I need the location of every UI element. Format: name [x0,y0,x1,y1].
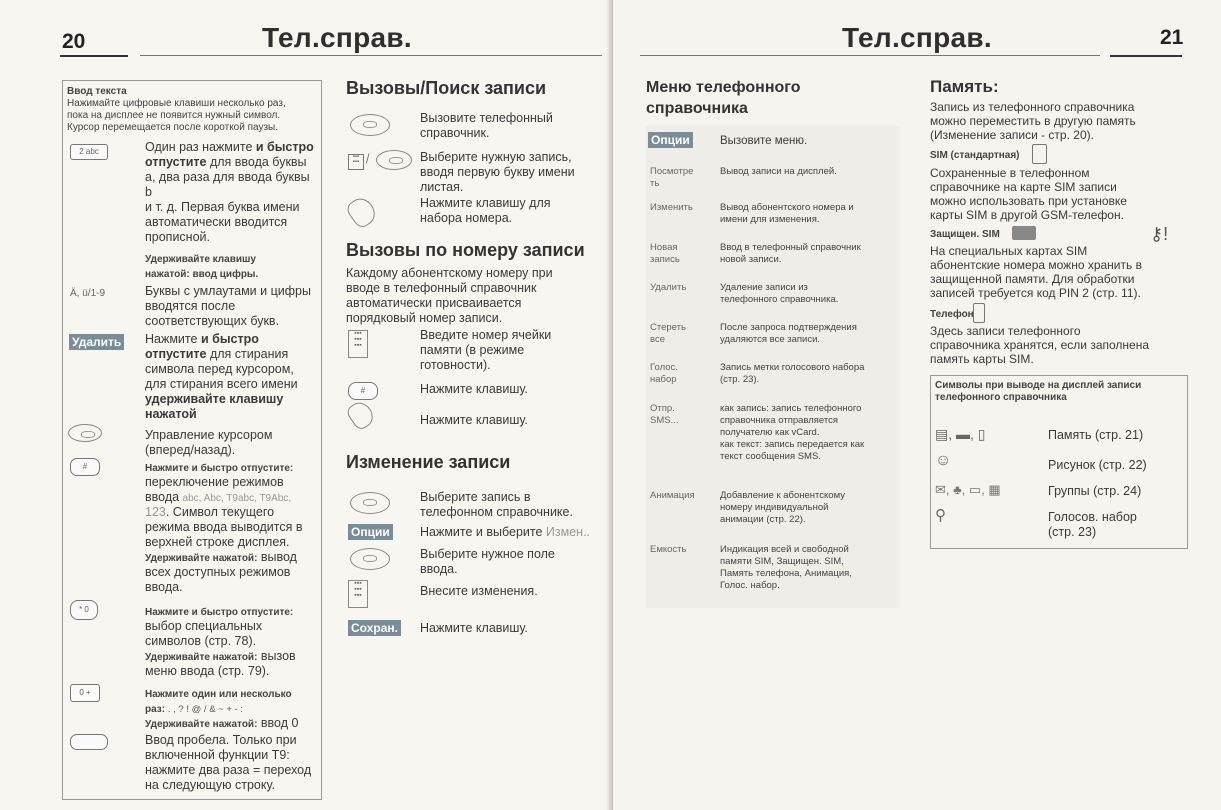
voice-dial-icon: ⚲ [935,507,946,524]
text: После запроса подтверждения [720,322,857,333]
text: имени для изменения. [720,214,820,225]
text: Голос. набор. [720,580,780,591]
text: Измен.. [545,525,591,539]
text: новой записи. [720,254,782,265]
memory-intro [930,100,1136,142]
text: Вывод абонентского номера и [720,202,854,213]
text: (Изменение записи - стр. 20). [930,128,1094,142]
text: вводе в телефонный справочник [346,281,537,295]
text: вызов [257,649,296,663]
menu-row-label [650,544,710,556]
sim-text [930,166,1127,222]
text: вывод [257,550,297,564]
text: режима ввода выводится в [145,520,303,534]
text: ввод 0 [257,716,299,730]
text: Емкость [650,544,687,555]
save-softkey: Сохран. [348,620,401,636]
menu-row-label [650,166,710,190]
edit-step-3 [420,547,555,577]
menu-row-text [720,242,900,266]
text: автоматически вводится [145,215,288,229]
text-bold: отпустите [145,347,207,361]
text: вводя первую букву имени [420,165,575,179]
text: . , ? ! @ / & ~ + - : [167,704,243,715]
calls-search-step-3 [420,196,551,226]
symbol-voice-text [1048,510,1137,540]
symbol-memory-text: Память (стр. 21) [1048,428,1144,442]
options-text: Вызовите меню. [720,135,808,147]
menu-row-text [720,490,900,526]
key-pin-icon: ⚷! [1150,224,1169,244]
text: Сохраненные в телефонном [930,166,1090,180]
keypad-hand-icon: ▪▪▪ ▪▪▪ ▪▪▪ [348,580,368,608]
text: На специальных картах SIM [930,244,1088,258]
paragraph-modes [145,460,317,595]
text: как запись: запись телефонного [720,403,862,414]
text: меню ввода (стр. 79). [145,664,270,678]
menu-row-text [720,322,900,346]
text: ввода [145,490,183,504]
text: соответствующих букв. [145,314,280,328]
page-number: 21 [1160,26,1184,49]
text: Нажмите и выберите [420,525,546,539]
text-bold: Нажмите и быстро отпустите: [145,463,294,474]
text: Отпр. [650,403,675,414]
text: ввода. [420,562,458,576]
text: Выберите нужное поле [420,547,555,561]
text: Меню телефонного [646,79,801,96]
section-heading-menu [646,77,800,119]
text-bold: Нажмите и быстро отпустите: [145,607,294,618]
calls-number-step-2: Нажмите клавишу. [420,382,528,396]
text: порядковый номер записи. [346,311,503,325]
text: готовности). [420,358,491,372]
text: Добавление к абонентскому [720,490,845,501]
text: нажмите два раза = переход [145,763,312,777]
text-bold: Удерживайте нажатой: [145,553,258,564]
text: Удерживайте клавишу [145,254,256,265]
protected-sim-text [930,244,1142,300]
text: нажатой: ввод цифры. [145,269,259,280]
nav-key-icon [68,424,102,442]
text: Вызовите телефонный [420,111,553,125]
text: справочника хранятся, если заполнена [930,338,1149,352]
section-heading-calls-number: Вызовы по номеру записи [346,240,585,260]
box-heading: Ввод текста [67,86,127,97]
text: Посмотре [650,166,694,177]
text: . Символ текущего [165,505,275,519]
text: верхней строке дисплея. [145,535,290,549]
calls-search-step-2 [420,150,575,195]
menu-row-label [650,202,710,214]
text: автоматически присваивается [346,296,522,310]
text: (стр. 23) [1048,525,1097,539]
text: Здесь записи телефонного [930,324,1081,338]
text: запись [650,254,680,265]
header-rule-short [1110,55,1182,57]
text: символов (стр. 78). [145,634,257,648]
text: Изменить [650,202,693,213]
text: Новая [650,242,678,253]
paragraph-punct [145,686,317,731]
text: памяти (в режиме [420,343,525,357]
text: Выберите нужную запись, [420,150,572,164]
phone-label: Телефон [930,309,974,320]
edit-step-1 [420,490,573,520]
text: Голос. [650,362,678,373]
zero-key-icon: 0 + [70,684,100,702]
calls-search-step-1 [420,111,553,141]
box-intro-3: Курсор перемещается после короткой паузы. [67,122,279,133]
symbols-heading [935,380,1141,404]
text-bold: нажатой [145,407,197,421]
menu-row-text [720,282,900,306]
text: (стр. 23). [720,374,760,385]
phone-text [930,324,1149,366]
text: набор [650,374,677,385]
paragraph-hold-digit [145,252,258,282]
text: справочника отправляется [720,415,839,426]
edit-step-2 [420,525,590,540]
paragraph-umlauts [145,284,317,329]
nav-key-icon [350,114,390,136]
paragraph-delete [145,332,317,422]
text: всех доступных режимов [145,565,291,579]
text: и т. д. Первая буква имени [145,200,300,214]
text: для стирания всего имени [145,377,298,391]
text: Выберите запись в [420,490,531,504]
text: справочника [646,100,748,117]
text: справочник. [420,126,490,140]
sim-card-icon [1032,144,1047,164]
text: защищенной памяти. Для обработки [930,272,1135,286]
menu-row-text [720,202,900,226]
text: карты SIM в другой GSM-телефон. [930,208,1124,222]
text: вводятся после [145,299,236,313]
menu-row-text [720,166,900,178]
text: 123 [145,505,166,519]
group-icons: ✉, ♣, ▭, ▦ [935,482,1001,497]
menu-row-text [720,403,900,463]
text: Вывод записи на дисплей. [720,166,837,177]
menu-row-label [650,490,710,502]
text: Голосов. набор [1048,510,1137,524]
sim-label: SIM (стандартная) [930,150,1020,161]
text: справочнике на карте SIM записи [930,180,1117,194]
text-bold: удерживайте клавишу [145,392,284,406]
keypad-icon: ▪▪▪ ▪▪▪ [348,154,364,170]
text: Запись метки голосового набора [720,362,865,373]
text: Управление курсором [145,428,273,442]
header-rule-short [60,55,128,57]
section-heading-calls-search: Вызовы/Поиск записи [346,78,547,98]
menu-row-label [650,242,710,266]
section-heading-memory: Память: [930,77,999,96]
menu-row-label [650,282,710,294]
text: записей требуется код PIN 2 (стр. 11). [930,286,1141,300]
header-rule [140,55,602,56]
text: абонентские номера можно хранить в [930,258,1142,272]
text: для ввода буквы [206,155,307,169]
slash: / [366,152,370,166]
paragraph-space [145,733,317,793]
text: телефонного справочника [935,392,1067,403]
text: Стереть [650,322,686,333]
text: памяти SIM, Защищен. SIM, [720,556,844,567]
text: Индикация всей и свободной [720,544,849,555]
text: удаляются все записи. [720,334,821,345]
text: можно переместить в другую память [930,114,1136,128]
memory-icons: ▤, ▬, ▯ [935,426,986,442]
protected-sim-label: Защищен. SIM [930,229,1000,240]
calls-number-intro [346,266,553,326]
text: Удаление записи из [720,282,808,293]
text: Один раз нажмите [145,140,256,154]
text: текст сообщения SMS. [720,451,821,462]
call-key-icon [344,194,380,231]
umlaut-key-label: Ä, ü/1-9 [70,288,106,299]
page-title: Тел.справ. [262,22,412,53]
text: SMS... [650,415,679,426]
text: Ввод пробела. Только при [145,733,297,747]
text-bold: раз: [145,704,168,715]
text: память карты SIM. [930,352,1034,366]
page-title: Тел.справ. [842,22,992,53]
paragraph-cursor [145,428,317,458]
text: Запись из телефонного справочника [930,100,1135,114]
protected-sim-icon [1012,226,1036,240]
text: Символы при выводе на дисплей записи [935,380,1142,391]
menu-row-label [650,362,710,386]
space-key-icon [70,734,108,750]
phone-memory-icon [973,303,985,323]
section-heading-edit: Изменение записи [346,452,511,472]
menu-row-label [650,322,710,346]
edit-step-5: Нажмите клавишу. [420,621,528,635]
smiley-icon: ☺ [935,452,952,469]
delete-softkey: Удалить [69,334,124,350]
text: Каждому абонентскому номеру при [346,266,553,280]
text: для стирания [206,347,289,361]
text: ть [650,178,660,189]
page-number: 20 [62,30,86,53]
text-bold: отпустите [145,155,207,169]
nav-key-icon [350,548,390,570]
paragraph-special [145,604,317,679]
text: на следующую строку. [145,778,275,792]
text: набора номера. [420,211,513,225]
text-bold: Удерживайте нажатой: [145,652,258,663]
hash-key-icon: # [348,382,378,400]
nav-key-icon [376,150,412,170]
text: листая. [420,180,464,194]
text: Анимация [650,490,695,501]
text: номеру индивидуальной [720,502,829,513]
box-intro-1: Нажимайте цифровые клавиши несколько раз, [67,98,286,109]
key-2abc-icon: 2 abc [70,144,108,160]
text: (вперед/назад). [145,443,236,457]
nav-key-icon [350,492,390,514]
text: телефонном справочнике. [420,505,573,519]
text-bold: Удерживайте нажатой: [145,719,258,730]
text: Нажмите [145,332,201,346]
text: получателю как vCard. [720,427,820,438]
text: анимации (стр. 22). [720,514,806,525]
star-key-icon: * 0 [70,600,98,620]
keypad-hand-icon: ▪▪▪ ▪▪▪ ▪▪▪ [348,330,368,358]
text: Введите номер ячейки [420,328,552,342]
text-modes: abc, Abc, T9abc, T9Abc, [182,493,292,504]
text: ввода. [145,580,183,594]
text-bold: и быстро [200,332,259,346]
calls-number-step-3: Нажмите клавишу. [420,413,528,427]
call-key-icon [345,398,378,432]
text: Буквы с умлаутами и цифры [145,284,311,298]
text: прописной. [145,230,210,244]
text: можно использовать при установке [930,194,1127,208]
text: как текст: запись передается как [720,439,865,450]
box-intro-2: пока на дисплее не появится нужный символ. [67,110,281,121]
text: Ввод в телефонный справочник [720,242,861,253]
text: включенной функции T9: [145,748,290,762]
menu-row-label [650,403,710,427]
menu-row-text [720,362,900,386]
text: Удалить [650,282,687,293]
symbol-picture-text: Рисунок (стр. 22) [1048,458,1147,472]
paragraph-single-press [145,140,317,245]
text: переключение режимов [145,475,284,489]
header-rule [640,55,1100,56]
text-bold: Нажмите один или несколько [145,689,292,700]
text: телефонного справочника. [720,294,839,305]
symbol-groups-text: Группы (стр. 24) [1048,484,1142,498]
edit-step-4: Внесите изменения. [420,584,538,598]
text: все [650,334,665,345]
text: b [145,185,152,199]
calls-number-step-1 [420,328,551,373]
text: Память телефона, Анимация, [720,568,852,579]
menu-row-text [720,544,900,592]
text: выбор специальных [145,619,263,633]
hash-key-icon: # [70,458,100,476]
text: а, два раза для ввода буквы [145,170,310,184]
text-bold: и быстро [255,140,314,154]
options-softkey: Опции [648,132,693,148]
text: Нажмите клавишу для [420,196,551,210]
options-softkey: Опции [348,524,393,540]
text: символа перед курсором, [145,362,294,376]
